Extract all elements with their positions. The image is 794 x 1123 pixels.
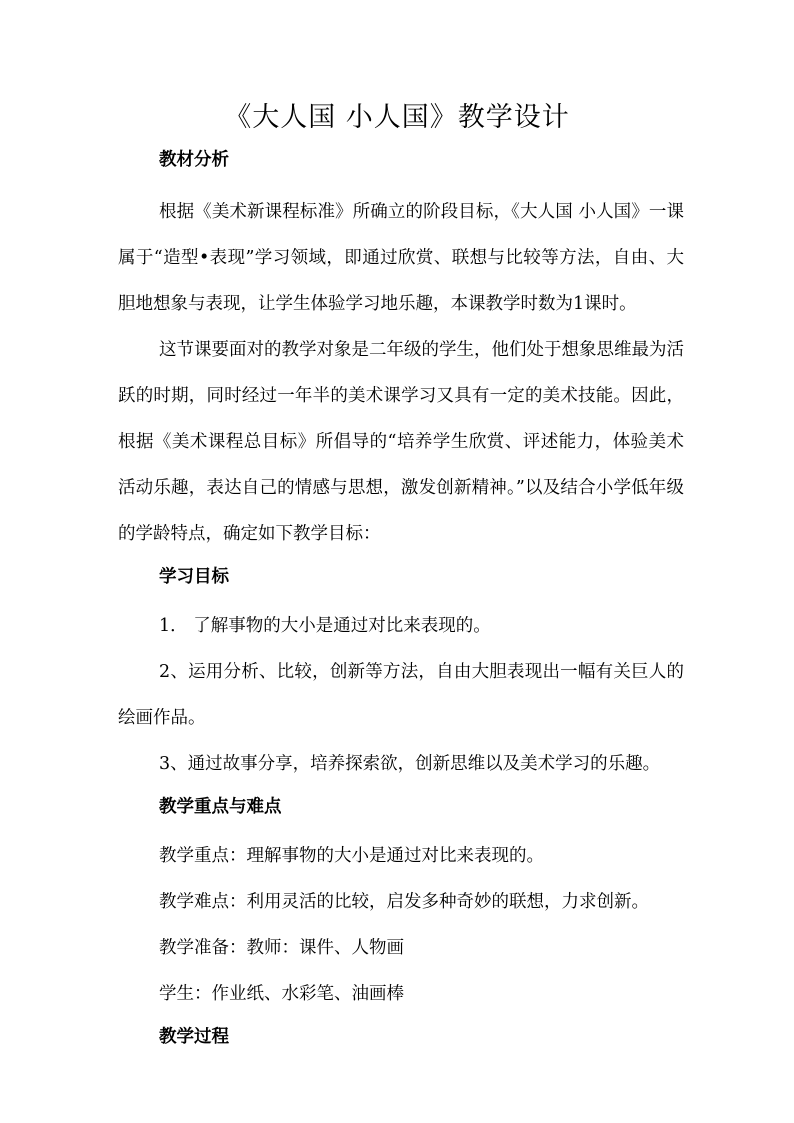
difficulty-text: 教学难点：利用灵活的比较，启发多种奇妙的联想，力求创新。 xyxy=(159,892,649,912)
section-heading-key-points: 教学重点与难点 xyxy=(159,797,282,817)
teacher-preparation-text: 教学准备：教师：课件、人物画 xyxy=(159,938,404,958)
document-body xyxy=(118,144,684,1066)
learning-goal-item-3: 3、通过故事分享，培养探索欲，创新思维以及美术学习的乐趣。 xyxy=(159,754,661,774)
learning-goal-item-1: 1． 了解事物的大小是通过对比来表现的。 xyxy=(159,616,491,636)
paragraph-material-analysis-2: 这节课要面对的教学对象是二年级的学生，他们处于想象思维最为活跃的时期，同时经过一年半的美术课学习又具有一定的美术技能。因此，根据《美术课程总目标》所倡导的“培养学生欣赏、评述能力，体验美术活动乐趣，表达自己的情感与思想，激发创新精神。”以及结合小学低年级的学龄特点，确定如下教学目标： xyxy=(118,340,684,544)
paragraph-material-analysis-1: 根据《美术新课程标准》所确立的阶段目标，《大人国 小人国》一课属于“造型•表现”学习领域，即通过欣赏、联想与比较等方法，自由、大胆地想象与表现，让学生体验学习地乐趣，本课教学时数为1课时。 xyxy=(118,202,684,314)
section-heading-learning-goals: 学习目标 xyxy=(159,567,229,587)
document-title: 《大人国 小人国》教学设计 xyxy=(224,102,570,133)
section-heading-process: 教学过程 xyxy=(159,1027,229,1047)
section-heading-material-analysis: 教材分析 xyxy=(159,150,229,170)
key-point-text: 教学重点：理解事物的大小是通过对比来表现的。 xyxy=(159,846,544,866)
learning-goal-item-2: 2、运用分析、比较，创新等方法，自由大胆表现出一幅有关巨人的绘画作品。 xyxy=(118,662,684,728)
student-preparation-text: 学生：作业纸、水彩笔、油画棒 xyxy=(159,984,404,1004)
